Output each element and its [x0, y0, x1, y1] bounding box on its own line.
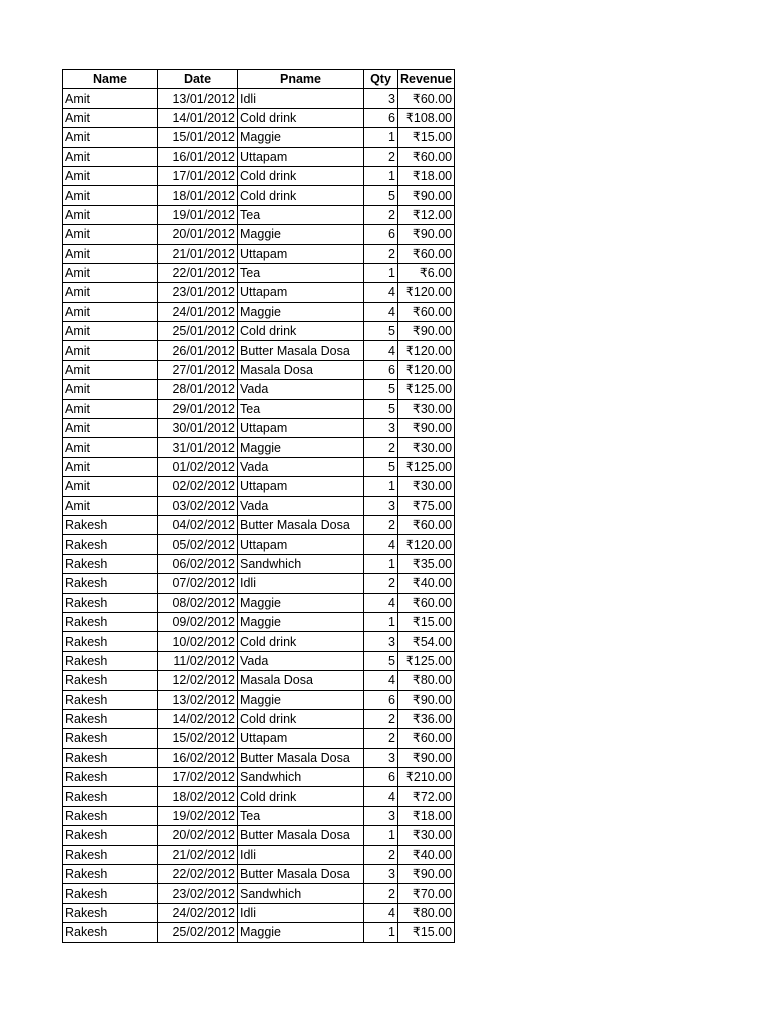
- cell-qty[interactable]: 4: [364, 283, 398, 302]
- cell-qty[interactable]: 3: [364, 419, 398, 438]
- cell-revenue[interactable]: ₹70.00: [398, 884, 455, 903]
- table-row: [63, 845, 455, 864]
- cell-date[interactable]: 03/02/2012: [158, 496, 238, 515]
- cell-pname[interactable]: Vada: [238, 380, 364, 399]
- cell-pname[interactable]: Cold drink: [238, 108, 364, 127]
- cell-revenue[interactable]: ₹30.00: [398, 477, 455, 496]
- cell-name[interactable]: Rakesh: [63, 884, 158, 903]
- cell-date[interactable]: 30/01/2012: [158, 419, 238, 438]
- cell-revenue[interactable]: ₹120.00: [398, 283, 455, 302]
- cell-qty[interactable]: 2: [364, 574, 398, 593]
- cell-qty[interactable]: 5: [364, 186, 398, 205]
- cell-name[interactable]: Amit: [63, 380, 158, 399]
- cell-pname[interactable]: Tea: [238, 205, 364, 224]
- cell-date[interactable]: 21/02/2012: [158, 845, 238, 864]
- cell-name[interactable]: Rakesh: [63, 748, 158, 767]
- cell-revenue[interactable]: ₹60.00: [398, 147, 455, 166]
- cell-pname[interactable]: Tea: [238, 806, 364, 825]
- cell-revenue[interactable]: ₹90.00: [398, 865, 455, 884]
- cell-pname[interactable]: Uttapam: [238, 535, 364, 554]
- cell-date[interactable]: 15/02/2012: [158, 729, 238, 748]
- cell-name[interactable]: Rakesh: [63, 632, 158, 651]
- table-row: [63, 399, 455, 418]
- cell-qty[interactable]: 2: [364, 709, 398, 728]
- cell-qty[interactable]: 2: [364, 729, 398, 748]
- cell-revenue[interactable]: ₹125.00: [398, 457, 455, 476]
- header-row: [63, 70, 455, 89]
- cell-revenue[interactable]: ₹60.00: [398, 302, 455, 321]
- table-row: [63, 108, 455, 127]
- cell-date[interactable]: 25/01/2012: [158, 322, 238, 341]
- cell-name[interactable]: Amit: [63, 496, 158, 515]
- cell-qty[interactable]: 5: [364, 457, 398, 476]
- cell-name[interactable]: Amit: [63, 166, 158, 185]
- cell-qty[interactable]: 6: [364, 225, 398, 244]
- cell-revenue[interactable]: ₹60.00: [398, 89, 455, 108]
- table-row: [63, 690, 455, 709]
- table-row: [63, 554, 455, 573]
- cell-name[interactable]: Amit: [63, 186, 158, 205]
- cell-revenue[interactable]: ₹75.00: [398, 496, 455, 515]
- cell-name[interactable]: Rakesh: [63, 612, 158, 631]
- cell-date[interactable]: 24/01/2012: [158, 302, 238, 321]
- cell-qty[interactable]: 1: [364, 923, 398, 942]
- cell-revenue[interactable]: ₹15.00: [398, 128, 455, 147]
- cell-revenue[interactable]: ₹30.00: [398, 438, 455, 457]
- cell-pname[interactable]: Masala Dosa: [238, 360, 364, 379]
- cell-date[interactable]: 05/02/2012: [158, 535, 238, 554]
- cell-name[interactable]: Amit: [63, 419, 158, 438]
- table-row: [63, 477, 455, 496]
- cell-date[interactable]: 22/02/2012: [158, 865, 238, 884]
- cell-qty[interactable]: 1: [364, 554, 398, 573]
- table-row: [63, 729, 455, 748]
- cell-revenue[interactable]: ₹6.00: [398, 263, 455, 282]
- cell-qty[interactable]: 4: [364, 903, 398, 922]
- cell-name[interactable]: Amit: [63, 399, 158, 418]
- cell-pname[interactable]: Uttapam: [238, 419, 364, 438]
- cell-revenue[interactable]: ₹18.00: [398, 166, 455, 185]
- cell-qty[interactable]: 1: [364, 128, 398, 147]
- cell-qty[interactable]: 6: [364, 690, 398, 709]
- cell-pname[interactable]: Vada: [238, 457, 364, 476]
- cell-qty[interactable]: 3: [364, 865, 398, 884]
- cell-date[interactable]: 22/01/2012: [158, 263, 238, 282]
- cell-name[interactable]: Rakesh: [63, 651, 158, 670]
- cell-pname[interactable]: Cold drink: [238, 166, 364, 185]
- cell-pname[interactable]: Sandwhich: [238, 884, 364, 903]
- cell-date[interactable]: 06/02/2012: [158, 554, 238, 573]
- cell-name[interactable]: Rakesh: [63, 515, 158, 534]
- cell-pname[interactable]: Uttapam: [238, 244, 364, 263]
- cell-name[interactable]: Rakesh: [63, 671, 158, 690]
- cell-name[interactable]: Rakesh: [63, 826, 158, 845]
- header-date[interactable]: Date: [158, 70, 238, 89]
- cell-qty[interactable]: 2: [364, 438, 398, 457]
- table-row: [63, 768, 455, 787]
- cell-name[interactable]: Amit: [63, 477, 158, 496]
- table-body: [63, 89, 455, 942]
- cell-date[interactable]: 27/01/2012: [158, 360, 238, 379]
- cell-date[interactable]: 25/02/2012: [158, 923, 238, 942]
- cell-pname[interactable]: Uttapam: [238, 283, 364, 302]
- cell-pname[interactable]: Cold drink: [238, 322, 364, 341]
- cell-date[interactable]: 14/01/2012: [158, 108, 238, 127]
- table-row: [63, 166, 455, 185]
- table-row: [63, 923, 455, 942]
- table-row: [63, 787, 455, 806]
- cell-date[interactable]: 19/01/2012: [158, 205, 238, 224]
- cell-qty[interactable]: 2: [364, 884, 398, 903]
- cell-date[interactable]: 28/01/2012: [158, 380, 238, 399]
- cell-pname[interactable]: Cold drink: [238, 632, 364, 651]
- cell-pname[interactable]: Vada: [238, 496, 364, 515]
- cell-date[interactable]: 14/02/2012: [158, 709, 238, 728]
- cell-revenue[interactable]: ₹72.00: [398, 787, 455, 806]
- cell-revenue[interactable]: ₹15.00: [398, 923, 455, 942]
- cell-name[interactable]: Rakesh: [63, 729, 158, 748]
- cell-pname[interactable]: Butter Masala Dosa: [238, 515, 364, 534]
- cell-pname[interactable]: Butter Masala Dosa: [238, 748, 364, 767]
- cell-pname[interactable]: Masala Dosa: [238, 671, 364, 690]
- cell-qty[interactable]: 3: [364, 496, 398, 515]
- cell-date[interactable]: 17/01/2012: [158, 166, 238, 185]
- cell-date[interactable]: 31/01/2012: [158, 438, 238, 457]
- table-row: [63, 865, 455, 884]
- cell-date[interactable]: 16/01/2012: [158, 147, 238, 166]
- cell-qty[interactable]: 1: [364, 166, 398, 185]
- header-name[interactable]: Name: [63, 70, 158, 89]
- cell-revenue[interactable]: ₹125.00: [398, 380, 455, 399]
- cell-date[interactable]: 13/01/2012: [158, 89, 238, 108]
- cell-pname[interactable]: Maggie: [238, 302, 364, 321]
- cell-date[interactable]: 17/02/2012: [158, 768, 238, 787]
- table-row: [63, 322, 455, 341]
- cell-revenue[interactable]: ₹35.00: [398, 554, 455, 573]
- table-row: [63, 496, 455, 515]
- cell-date[interactable]: 13/02/2012: [158, 690, 238, 709]
- cell-date[interactable]: 02/02/2012: [158, 477, 238, 496]
- cell-date[interactable]: 23/02/2012: [158, 884, 238, 903]
- table-row: [63, 360, 455, 379]
- table-row: [63, 709, 455, 728]
- cell-qty[interactable]: 4: [364, 593, 398, 612]
- cell-name[interactable]: Rakesh: [63, 787, 158, 806]
- cell-revenue[interactable]: ₹40.00: [398, 574, 455, 593]
- cell-name[interactable]: Amit: [63, 89, 158, 108]
- cell-pname[interactable]: Idli: [238, 903, 364, 922]
- cell-name[interactable]: Amit: [63, 205, 158, 224]
- cell-revenue[interactable]: ₹36.00: [398, 709, 455, 728]
- cell-name[interactable]: Amit: [63, 108, 158, 127]
- table-row: [63, 826, 455, 845]
- cell-name[interactable]: Rakesh: [63, 554, 158, 573]
- cell-name[interactable]: Rakesh: [63, 903, 158, 922]
- cell-pname[interactable]: Maggie: [238, 923, 364, 942]
- cell-name[interactable]: Rakesh: [63, 690, 158, 709]
- cell-revenue[interactable]: ₹90.00: [398, 419, 455, 438]
- cell-pname[interactable]: Tea: [238, 263, 364, 282]
- table-row: [63, 535, 455, 554]
- cell-date[interactable]: 26/01/2012: [158, 341, 238, 360]
- table-row: [63, 748, 455, 767]
- cell-name[interactable]: Amit: [63, 244, 158, 263]
- table-row: [63, 89, 455, 108]
- cell-revenue[interactable]: ₹30.00: [398, 399, 455, 418]
- cell-qty[interactable]: 5: [364, 322, 398, 341]
- cell-date[interactable]: 04/02/2012: [158, 515, 238, 534]
- cell-pname[interactable]: Cold drink: [238, 186, 364, 205]
- cell-qty[interactable]: 5: [364, 380, 398, 399]
- table-row: [63, 244, 455, 263]
- cell-date[interactable]: 23/01/2012: [158, 283, 238, 302]
- cell-pname[interactable]: Uttapam: [238, 729, 364, 748]
- table-row: [63, 341, 455, 360]
- cell-name[interactable]: Amit: [63, 341, 158, 360]
- cell-name[interactable]: Amit: [63, 147, 158, 166]
- cell-qty[interactable]: 6: [364, 360, 398, 379]
- cell-qty[interactable]: 2: [364, 244, 398, 263]
- cell-revenue[interactable]: ₹120.00: [398, 535, 455, 554]
- cell-date[interactable]: 19/02/2012: [158, 806, 238, 825]
- cell-qty[interactable]: 1: [364, 612, 398, 631]
- cell-name[interactable]: Amit: [63, 225, 158, 244]
- cell-date[interactable]: 09/02/2012: [158, 612, 238, 631]
- cell-revenue[interactable]: ₹80.00: [398, 671, 455, 690]
- cell-revenue[interactable]: ₹12.00: [398, 205, 455, 224]
- cell-pname[interactable]: Idli: [238, 574, 364, 593]
- table-row: [63, 457, 455, 476]
- cell-pname[interactable]: Maggie: [238, 128, 364, 147]
- cell-qty[interactable]: 4: [364, 302, 398, 321]
- cell-name[interactable]: Rakesh: [63, 865, 158, 884]
- cell-name[interactable]: Rakesh: [63, 923, 158, 942]
- cell-pname[interactable]: Tea: [238, 399, 364, 418]
- cell-revenue[interactable]: ₹125.00: [398, 651, 455, 670]
- table-row: [63, 903, 455, 922]
- cell-qty[interactable]: 5: [364, 399, 398, 418]
- table-row: [63, 225, 455, 244]
- table-row: [63, 612, 455, 631]
- cell-date[interactable]: 12/02/2012: [158, 671, 238, 690]
- cell-qty[interactable]: 3: [364, 806, 398, 825]
- cell-date[interactable]: 15/01/2012: [158, 128, 238, 147]
- cell-revenue[interactable]: ₹120.00: [398, 360, 455, 379]
- cell-revenue[interactable]: ₹90.00: [398, 186, 455, 205]
- cell-revenue[interactable]: ₹60.00: [398, 515, 455, 534]
- sales-table: [62, 69, 455, 943]
- cell-pname[interactable]: Uttapam: [238, 147, 364, 166]
- cell-name[interactable]: Amit: [63, 438, 158, 457]
- header-qty[interactable]: Qty: [364, 70, 398, 89]
- cell-date[interactable]: 16/02/2012: [158, 748, 238, 767]
- cell-revenue[interactable]: ₹90.00: [398, 690, 455, 709]
- cell-date[interactable]: 07/02/2012: [158, 574, 238, 593]
- cell-revenue[interactable]: ₹90.00: [398, 225, 455, 244]
- cell-qty[interactable]: 5: [364, 651, 398, 670]
- cell-name[interactable]: Amit: [63, 128, 158, 147]
- cell-revenue[interactable]: ₹210.00: [398, 768, 455, 787]
- table-row: [63, 438, 455, 457]
- cell-date[interactable]: 11/02/2012: [158, 651, 238, 670]
- cell-date[interactable]: 01/02/2012: [158, 457, 238, 476]
- cell-name[interactable]: Rakesh: [63, 768, 158, 787]
- cell-pname[interactable]: Cold drink: [238, 787, 364, 806]
- cell-name[interactable]: Rakesh: [63, 535, 158, 554]
- table-row: [63, 632, 455, 651]
- table-row: [63, 806, 455, 825]
- cell-name[interactable]: Rakesh: [63, 709, 158, 728]
- cell-pname[interactable]: Sandwhich: [238, 768, 364, 787]
- cell-pname[interactable]: Butter Masala Dosa: [238, 341, 364, 360]
- table-row: [63, 593, 455, 612]
- table-row: [63, 574, 455, 593]
- cell-qty[interactable]: 2: [364, 515, 398, 534]
- table-row: [63, 147, 455, 166]
- cell-date[interactable]: 20/02/2012: [158, 826, 238, 845]
- cell-revenue[interactable]: ₹90.00: [398, 322, 455, 341]
- cell-qty[interactable]: 4: [364, 535, 398, 554]
- table-row: [63, 671, 455, 690]
- cell-qty[interactable]: 2: [364, 845, 398, 864]
- cell-pname[interactable]: Butter Masala Dosa: [238, 865, 364, 884]
- cell-pname[interactable]: Maggie: [238, 438, 364, 457]
- cell-date[interactable]: 08/02/2012: [158, 593, 238, 612]
- cell-revenue[interactable]: ₹60.00: [398, 244, 455, 263]
- cell-revenue[interactable]: ₹80.00: [398, 903, 455, 922]
- cell-pname[interactable]: Maggie: [238, 690, 364, 709]
- table-row: [63, 302, 455, 321]
- cell-name[interactable]: Rakesh: [63, 845, 158, 864]
- cell-date[interactable]: 18/01/2012: [158, 186, 238, 205]
- cell-pname[interactable]: Uttapam: [238, 477, 364, 496]
- cell-name[interactable]: Rakesh: [63, 574, 158, 593]
- cell-name[interactable]: Rakesh: [63, 806, 158, 825]
- cell-qty[interactable]: 6: [364, 108, 398, 127]
- cell-date[interactable]: 21/01/2012: [158, 244, 238, 263]
- cell-pname[interactable]: Cold drink: [238, 709, 364, 728]
- cell-revenue[interactable]: ₹18.00: [398, 806, 455, 825]
- cell-name[interactable]: Amit: [63, 322, 158, 341]
- cell-date[interactable]: 20/01/2012: [158, 225, 238, 244]
- cell-name[interactable]: Rakesh: [63, 593, 158, 612]
- cell-revenue[interactable]: ₹40.00: [398, 845, 455, 864]
- cell-name[interactable]: Amit: [63, 457, 158, 476]
- table-row: [63, 884, 455, 903]
- cell-date[interactable]: 24/02/2012: [158, 903, 238, 922]
- table-row: [63, 651, 455, 670]
- cell-revenue[interactable]: ₹60.00: [398, 593, 455, 612]
- table-row: [63, 515, 455, 534]
- cell-revenue[interactable]: ₹90.00: [398, 748, 455, 767]
- cell-qty[interactable]: 1: [364, 826, 398, 845]
- cell-pname[interactable]: Maggie: [238, 612, 364, 631]
- table-row: [63, 128, 455, 147]
- cell-qty[interactable]: 4: [364, 787, 398, 806]
- cell-pname[interactable]: Butter Masala Dosa: [238, 826, 364, 845]
- cell-pname[interactable]: Idli: [238, 845, 364, 864]
- table-row: [63, 263, 455, 282]
- cell-revenue[interactable]: ₹108.00: [398, 108, 455, 127]
- cell-qty[interactable]: 3: [364, 89, 398, 108]
- cell-qty[interactable]: 3: [364, 632, 398, 651]
- cell-name[interactable]: Amit: [63, 302, 158, 321]
- cell-date[interactable]: 18/02/2012: [158, 787, 238, 806]
- table-row: [63, 283, 455, 302]
- cell-name[interactable]: Amit: [63, 263, 158, 282]
- header-revenue[interactable]: Revenue: [398, 70, 455, 89]
- cell-revenue[interactable]: ₹15.00: [398, 612, 455, 631]
- cell-pname[interactable]: Vada: [238, 651, 364, 670]
- cell-pname[interactable]: Idli: [238, 89, 364, 108]
- cell-qty[interactable]: 4: [364, 341, 398, 360]
- table-row: [63, 205, 455, 224]
- header-pname[interactable]: Pname: [238, 70, 364, 89]
- cell-qty[interactable]: 6: [364, 768, 398, 787]
- table-row: [63, 419, 455, 438]
- table-row: [63, 380, 455, 399]
- cell-qty[interactable]: 2: [364, 205, 398, 224]
- cell-pname[interactable]: Maggie: [238, 593, 364, 612]
- cell-qty[interactable]: 3: [364, 748, 398, 767]
- cell-revenue[interactable]: ₹54.00: [398, 632, 455, 651]
- cell-revenue[interactable]: ₹30.00: [398, 826, 455, 845]
- cell-revenue[interactable]: ₹120.00: [398, 341, 455, 360]
- cell-revenue[interactable]: ₹60.00: [398, 729, 455, 748]
- cell-qty[interactable]: 1: [364, 477, 398, 496]
- cell-name[interactable]: Amit: [63, 360, 158, 379]
- table-row: [63, 186, 455, 205]
- cell-qty[interactable]: 1: [364, 263, 398, 282]
- cell-pname[interactable]: Maggie: [238, 225, 364, 244]
- cell-pname[interactable]: Sandwhich: [238, 554, 364, 573]
- cell-name[interactable]: Amit: [63, 283, 158, 302]
- cell-qty[interactable]: 2: [364, 147, 398, 166]
- cell-date[interactable]: 10/02/2012: [158, 632, 238, 651]
- cell-date[interactable]: 29/01/2012: [158, 399, 238, 418]
- cell-qty[interactable]: 4: [364, 671, 398, 690]
